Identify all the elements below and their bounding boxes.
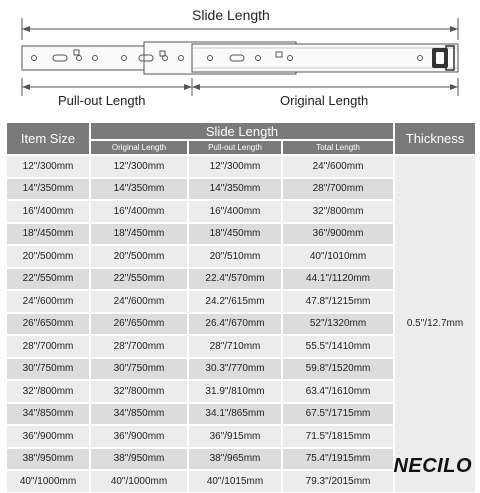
cell-original-length: 18"/450mm — [90, 223, 188, 246]
header-pullout-length: Pull-out Length — [188, 140, 282, 155]
cell-pullout-length: 22.4"/570mm — [188, 268, 282, 291]
cell-pullout-length: 36"/915mm — [188, 425, 282, 448]
cell-original-length: 40"/1000mm — [90, 470, 188, 493]
cell-total-length: 59.8"/1520mm — [282, 358, 394, 381]
cell-total-length: 28"/700mm — [282, 178, 394, 201]
cell-total-length: 44.1"/1120mm — [282, 268, 394, 291]
brand-logo: NECILO — [393, 455, 472, 477]
cell-item-size: 38"/950mm — [6, 448, 90, 471]
cell-pullout-length: 30.3"/770mm — [188, 358, 282, 381]
cell-item-size: 20"/500mm — [6, 245, 90, 268]
slide-length-label: Slide Length — [192, 7, 270, 23]
cell-item-size: 14"/350mm — [6, 178, 90, 201]
cell-original-length: 24"/600mm — [90, 290, 188, 313]
cell-original-length: 16"/400mm — [90, 200, 188, 223]
cell-total-length: 63.4"/1610mm — [282, 380, 394, 403]
cell-original-length: 38"/950mm — [90, 448, 188, 471]
cell-total-length: 79.3"/2015mm — [282, 470, 394, 493]
pullout-length-label: Pull-out Length — [58, 93, 146, 108]
cell-item-size: 24"/600mm — [6, 290, 90, 313]
cell-item-size: 30"/750mm — [6, 358, 90, 381]
cell-original-length: 30"/750mm — [90, 358, 188, 381]
cell-original-length: 26"/650mm — [90, 313, 188, 336]
cell-original-length: 36"/900mm — [90, 425, 188, 448]
cell-item-size: 34"/850mm — [6, 403, 90, 426]
cell-pullout-length: 16"/400mm — [188, 200, 282, 223]
cell-pullout-length: 31.9"/810mm — [188, 380, 282, 403]
header-item-size: Item Size — [6, 122, 90, 155]
cell-total-length: 55.5"/1410mm — [282, 335, 394, 358]
cell-item-size: 18"/450mm — [6, 223, 90, 246]
cell-original-length: 22"/550mm — [90, 268, 188, 291]
cell-total-length: 36"/900mm — [282, 223, 394, 246]
cell-item-size: 12"/300mm — [6, 155, 90, 178]
slide-diagram — [0, 0, 480, 118]
cell-pullout-length: 12"/300mm — [188, 155, 282, 178]
original-length-label: Original Length — [280, 93, 369, 108]
cell-pullout-length: 14"/350mm — [188, 178, 282, 201]
cell-total-length: 40"/1010mm — [282, 245, 394, 268]
cell-original-length: 20"/500mm — [90, 245, 188, 268]
header-thickness: Thickness — [394, 122, 476, 155]
cell-item-size: 32"/800mm — [6, 380, 90, 403]
cell-pullout-length: 20"/510mm — [188, 245, 282, 268]
cell-total-length: 24"/600mm — [282, 155, 394, 178]
header-total-length: Total Length — [282, 140, 394, 155]
cell-total-length: 75.4"/1915mm — [282, 448, 394, 471]
cell-original-length: 12"/300mm — [90, 155, 188, 178]
cell-item-size: 28"/700mm — [6, 335, 90, 358]
cell-item-size: 26"/650mm — [6, 313, 90, 336]
header-original-length: Original Length — [90, 140, 188, 155]
cell-pullout-length: 38"/965mm — [188, 448, 282, 471]
cell-original-length: 34"/850mm — [90, 403, 188, 426]
cell-item-size: 16"/400mm — [6, 200, 90, 223]
cell-total-length: 71.5"/1815mm — [282, 425, 394, 448]
cell-original-length: 14"/350mm — [90, 178, 188, 201]
table-body — [6, 155, 476, 493]
cell-pullout-length: 40"/1015mm — [188, 470, 282, 493]
cell-item-size: 40"/1000mm — [6, 470, 90, 493]
cell-item-size: 36"/900mm — [6, 425, 90, 448]
header-slide-length: Slide Length — [90, 122, 394, 140]
cell-original-length: 28"/700mm — [90, 335, 188, 358]
cell-pullout-length: 34.1"/865mm — [188, 403, 282, 426]
cell-total-length: 67.5"/1715mm — [282, 403, 394, 426]
cell-thickness: 0.5"/12.7mm — [394, 155, 476, 493]
cell-pullout-length: 24.2"/615mm — [188, 290, 282, 313]
size-table — [6, 122, 476, 493]
cell-total-length: 47.8"/1215mm — [282, 290, 394, 313]
cell-pullout-length: 18"/450mm — [188, 223, 282, 246]
cell-pullout-length: 28"/710mm — [188, 335, 282, 358]
cell-original-length: 32"/800mm — [90, 380, 188, 403]
cell-total-length: 32"/800mm — [282, 200, 394, 223]
table-row — [6, 155, 476, 178]
cell-total-length: 52"/1320mm — [282, 313, 394, 336]
cell-item-size: 22"/550mm — [6, 268, 90, 291]
cell-pullout-length: 26.4"/670mm — [188, 313, 282, 336]
